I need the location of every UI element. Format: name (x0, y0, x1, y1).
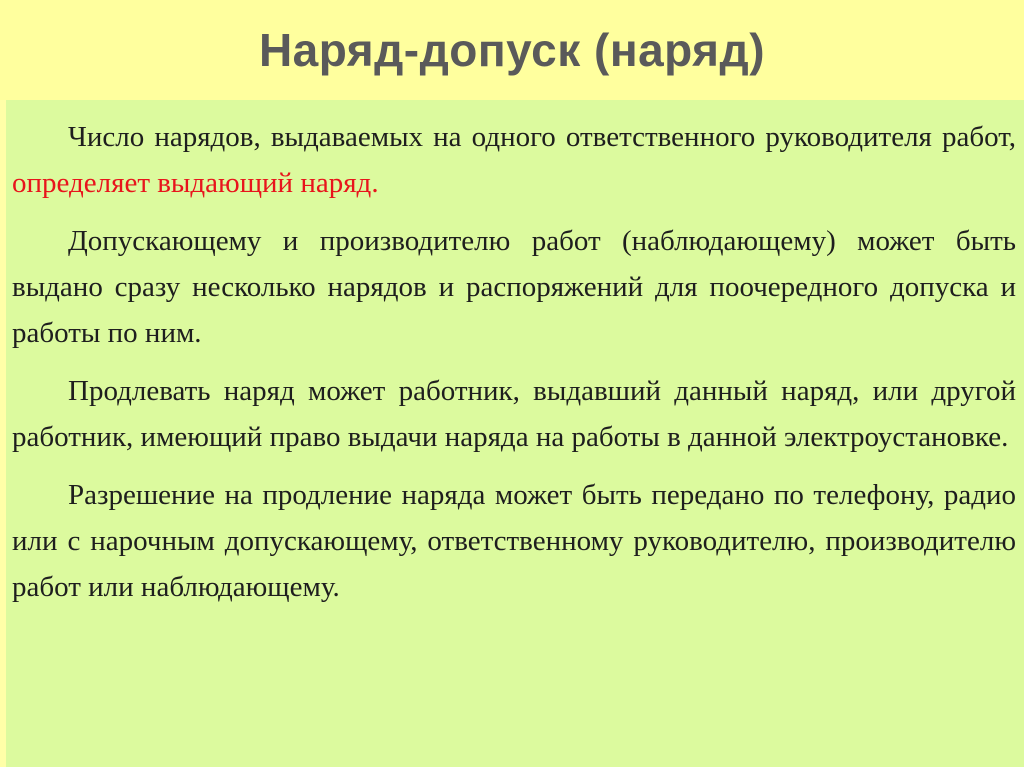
paragraph-extension-permission: Разрешение на продление наряда может быть передано по телефону, радио или с нарочным допускающему, ответственному руководителю, производителю работ или наблюдающему. (12, 479, 1016, 603)
slide-title: Наряд-допуск (наряд) (258, 24, 766, 76)
highlighted-text: определяет выдающий наряд. (12, 167, 379, 199)
content-panel (6, 100, 1024, 767)
paragraph-extension: Продлевать наряд может работник, выдавший данный наряд, или другой работник, имеющий право выдачи наряда на работы в данной электроустановке. (12, 375, 1016, 453)
paragraph-text: Число нарядов, выдаваемых на одного ответственного руководителя работ, (68, 121, 1016, 153)
paragraph-multiple-permits: Допускающему и производителю работ (наблюдающему) может быть выдано сразу несколько нарядов и распоряжений для поочередного допуска и работы по ним. (12, 225, 1016, 349)
paragraph-issuer-count (12, 114, 1016, 206)
slide-header (0, 0, 1024, 100)
